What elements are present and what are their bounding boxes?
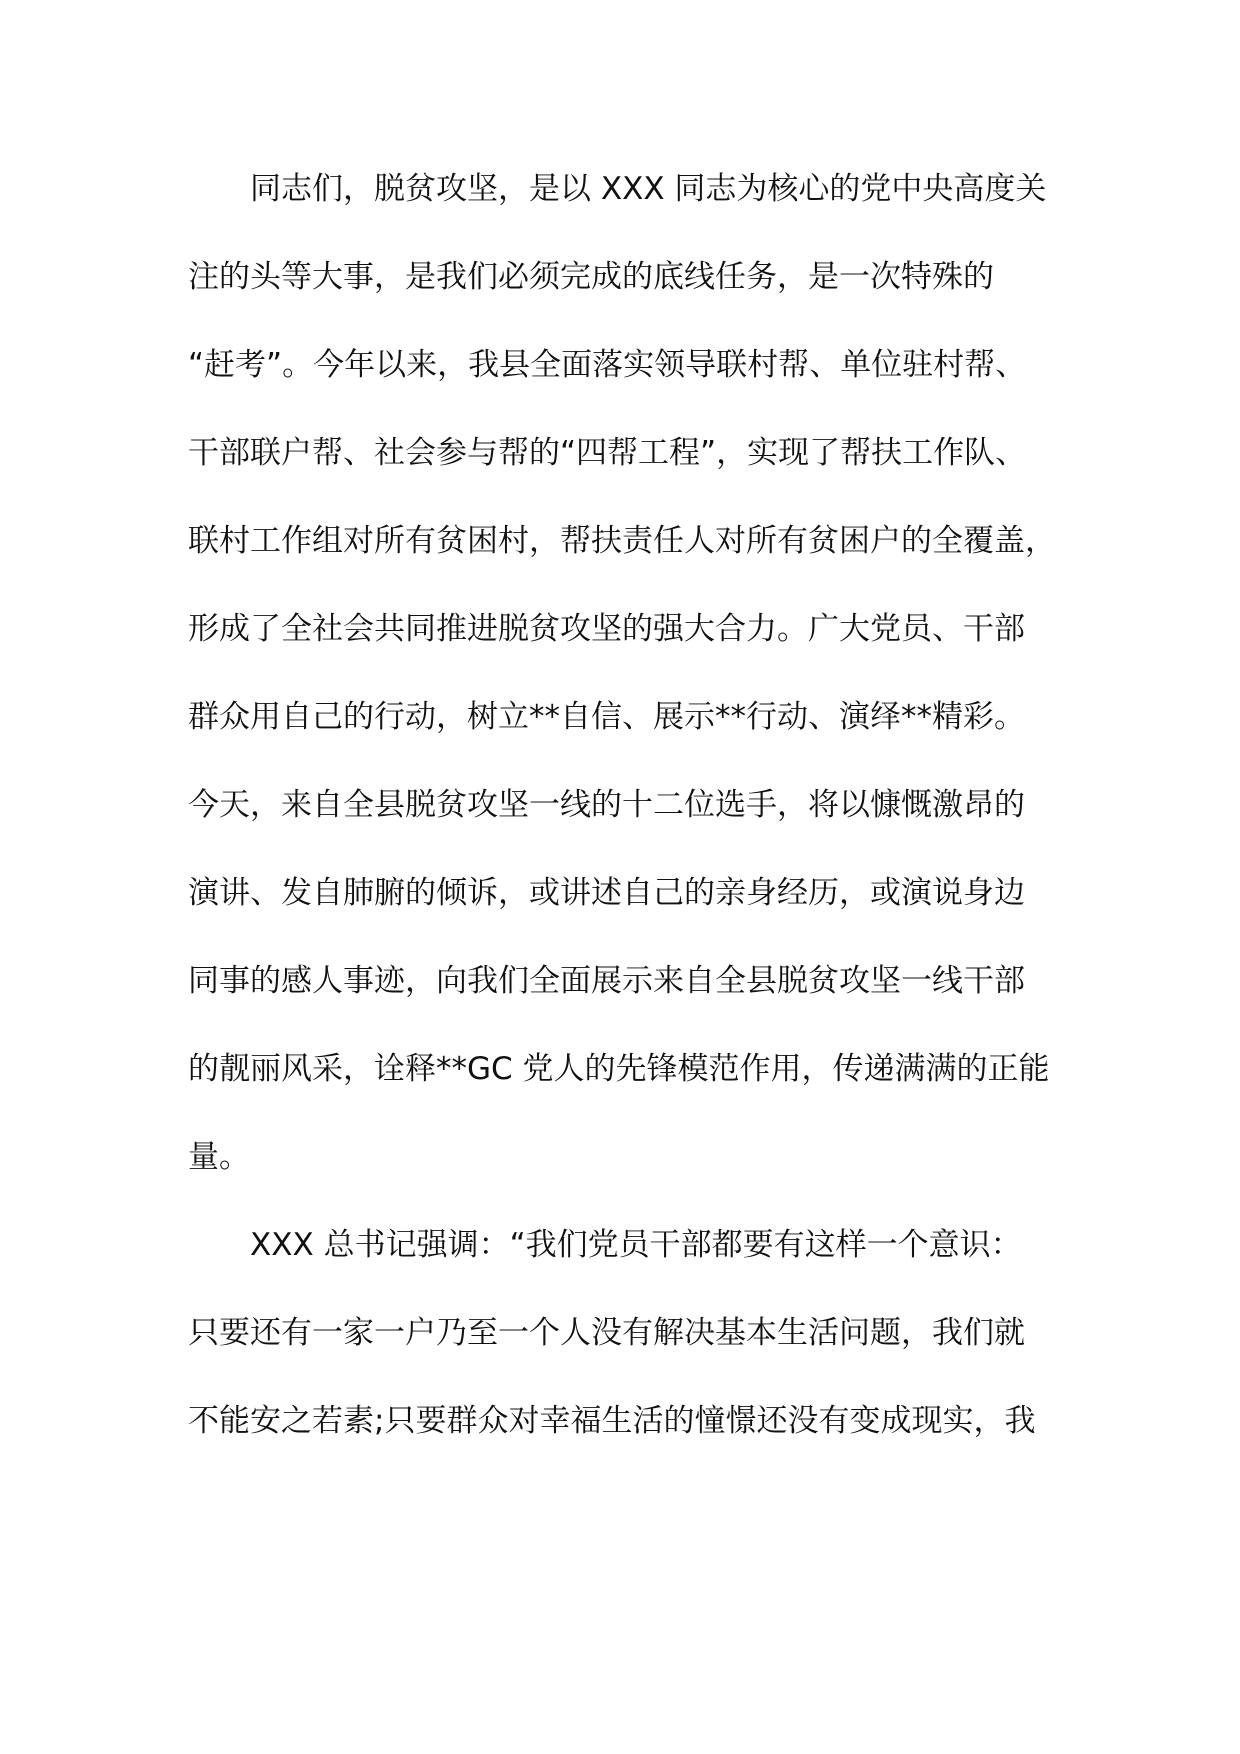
paragraph-1-line-8: 今天，来自全县脱贫攻坚一线的十二位选手，将以慷慨激昂的	[188, 787, 1025, 823]
paragraph-1-line-10: 同事的感人事迹，向我们全面展示来自全县脱贫攻坚一线干部	[188, 963, 1025, 999]
paragraph-1-line-9: 演讲、发自肺腑的倾诉，或讲述自己的亲身经历，或演说身边	[188, 875, 1025, 911]
paragraph-1-line-12: 量。	[188, 1139, 250, 1175]
paragraph-1-line-11: 的靓丽风采，诠释**GC 党人的先锋模范作用，传递满满的正能	[188, 1051, 1050, 1087]
paragraph-2-line-2: 只要还有一家一户乃至一个人没有解决基本生活问题，我们就	[188, 1315, 1025, 1351]
paragraph-1-line-2: 注的头等大事，是我们必须完成的底线任务，是一次特殊的	[188, 259, 994, 295]
paragraph-1-line-4: 干部联户帮、社会参与帮的“四帮工程”，实现了帮扶工作队、	[188, 435, 1027, 471]
paragraph-1-line-1: 同志们，脱贫攻坚，是以 XXX 同志为核心的党中央高度关	[250, 171, 1047, 207]
paragraph-2-line-1: XXX 总书记强调：“我们党员干部都要有这样一个意识：	[250, 1227, 1022, 1263]
paragraph-1-line-3: “赶考”。今年以来，我县全面落实领导联村帮、单位驻村帮、	[188, 347, 1027, 383]
paragraph-2-line-3: 不能安之若素;只要群众对幸福生活的憧憬还没有变成现实，我	[188, 1403, 1036, 1439]
paragraph-1-line-6: 形成了全社会共同推进脱贫攻坚的强大合力。广大党员、干部	[188, 611, 1025, 647]
paragraph-1-line-5: 联村工作组对所有贫困村，帮扶责任人对所有贫困户的全覆盖，	[188, 523, 1056, 559]
paragraph-1-line-7: 群众用自己的行动，树立**自信、展示**行动、演绎**精彩。	[188, 699, 1025, 735]
